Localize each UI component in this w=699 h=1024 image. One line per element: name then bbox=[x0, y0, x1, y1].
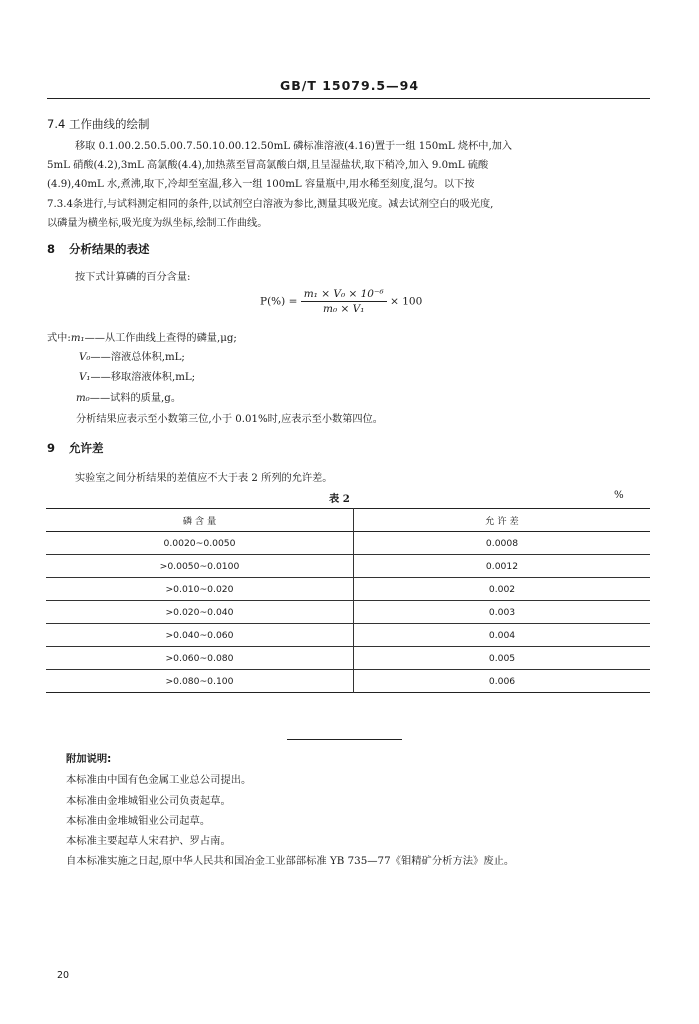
formula-denominator: m₀ × V₁ bbox=[323, 303, 365, 315]
table-cell: >0.010~0.020 bbox=[46, 578, 354, 601]
page-number: 20 bbox=[57, 970, 70, 981]
document-header: GB/T 15079.5—94 bbox=[279, 78, 420, 93]
formula-numerator: m₁ × V₀ × 10⁻⁶ bbox=[301, 288, 387, 302]
def-description: ——试料的质量,g。 bbox=[89, 393, 182, 404]
table-unit: % bbox=[614, 490, 624, 501]
section-8-heading bbox=[47, 241, 150, 257]
table-cell: 0.0012 bbox=[485, 560, 519, 572]
formula-lhs: P(%) = bbox=[260, 295, 298, 308]
def-symbol: V₁ bbox=[79, 372, 91, 383]
table-cell: >0.080~0.100 bbox=[46, 670, 354, 693]
column-header-content: 磷 含 量 bbox=[46, 509, 354, 532]
formula-intro: 按下式计算磷的百分含量: bbox=[75, 272, 191, 283]
table-cell: 0.004 bbox=[488, 629, 516, 641]
table-row bbox=[46, 624, 650, 647]
formula-def bbox=[79, 368, 195, 383]
def-description: ——溶液总体积,mL; bbox=[90, 352, 185, 363]
column-header-tolerance: 允 许 差 bbox=[485, 516, 519, 527]
tolerance-intro: 实验室之间分析结果的差值应不大于表 2 所列的允许差。 bbox=[75, 473, 333, 484]
table-row bbox=[46, 601, 650, 624]
note-line: 本标准由中国有色金属工业总公司提出。 bbox=[66, 774, 252, 786]
note-line: 本标准主要起草人宋君护、罗占南。 bbox=[66, 835, 231, 847]
note-line: 本标准由金堆城钼业公司负责起草。 bbox=[66, 795, 231, 807]
table-cell: 0.005 bbox=[488, 652, 516, 664]
section-7-4-line: 以磷量为横坐标,吸光度为纵坐标,绘制工作曲线。 bbox=[47, 218, 268, 229]
section-7-4-line: 7.3.4条进行,与试料测定相同的条件,以试剂空白溶液为参比,测量其吸光度。减去试剂空白的吸光度, bbox=[47, 199, 494, 210]
def-description: ——从工作曲线上查得的磷量,μg; bbox=[84, 333, 237, 344]
section-9-title: 允许差 bbox=[69, 441, 104, 455]
note-line: 本标准由金堆城钼业公司起草。 bbox=[66, 815, 211, 827]
formula-rhs: × 100 bbox=[390, 295, 423, 308]
table-cell: 0.0008 bbox=[485, 537, 519, 549]
def-symbol: m₁ bbox=[70, 333, 85, 344]
tolerance-table bbox=[46, 508, 650, 693]
section-7-4-line: (4.9),40mL 水,煮沸,取下,冷却至室温,移入一组 100mL 容量瓶中,用水稀至刻度,混匀。以下按 bbox=[47, 179, 475, 190]
def-symbol: m₀ bbox=[76, 393, 90, 404]
table-cell: 0.006 bbox=[488, 675, 516, 687]
section-9-heading bbox=[47, 440, 104, 456]
def-description: ——移取溶液体积,mL; bbox=[90, 372, 196, 383]
def-symbol: V₀ bbox=[79, 352, 91, 363]
table-cell: >0.060~0.080 bbox=[46, 647, 354, 670]
table-cell: 0.003 bbox=[488, 606, 516, 618]
formula-fraction bbox=[301, 288, 387, 315]
table-row bbox=[46, 578, 650, 601]
section-7-4-title: 7.4 工作曲线的绘制 bbox=[47, 117, 150, 131]
formula-where bbox=[47, 329, 237, 344]
table-header-row bbox=[46, 509, 650, 532]
where-label: 式中: bbox=[47, 333, 71, 344]
section-7-4-line: 移取 0.1.00.2.50.5.00.7.50.10.00.12.50mL 磷标准溶液(4.16)置于一组 150mL 烧杯中,加入 bbox=[75, 141, 513, 152]
header-divider bbox=[47, 98, 650, 99]
formula-def bbox=[79, 348, 185, 363]
table-caption: 表 2 bbox=[329, 493, 350, 505]
table-row bbox=[46, 670, 650, 693]
table-row bbox=[46, 555, 650, 578]
table-cell: >0.040~0.060 bbox=[46, 624, 354, 647]
notes-divider bbox=[287, 739, 402, 740]
table-row bbox=[46, 532, 650, 555]
table-row bbox=[46, 647, 650, 670]
formula-def bbox=[76, 389, 181, 404]
table-cell: 0.0020~0.0050 bbox=[46, 532, 354, 555]
section-8-number: 8 bbox=[47, 242, 56, 256]
section-8-title: 分析结果的表述 bbox=[69, 242, 150, 256]
table-cell: 0.002 bbox=[488, 583, 516, 595]
section-7-4-line: 5mL 硝酸(4.2),3mL 高氯酸(4.4),加热蒸至冒高氯酸白烟,且呈湿盐状,取下稍冷,加入 9.0mL 硫酸 bbox=[47, 160, 489, 171]
formula bbox=[260, 288, 422, 315]
table-cell: >0.0050~0.0100 bbox=[46, 555, 354, 578]
rounding-rule: 分析结果应表示至小数第三位,小于 0.01%时,应表示至小数第四位。 bbox=[76, 414, 383, 425]
note-line: 自本标准实施之日起,原中华人民共和国冶金工业部部标准 YB 735—77《钼精矿分析方法》废止。 bbox=[66, 855, 515, 867]
table-cell: >0.020~0.040 bbox=[46, 601, 354, 624]
notes-title: 附加说明: bbox=[66, 753, 112, 765]
section-9-number: 9 bbox=[47, 441, 56, 455]
